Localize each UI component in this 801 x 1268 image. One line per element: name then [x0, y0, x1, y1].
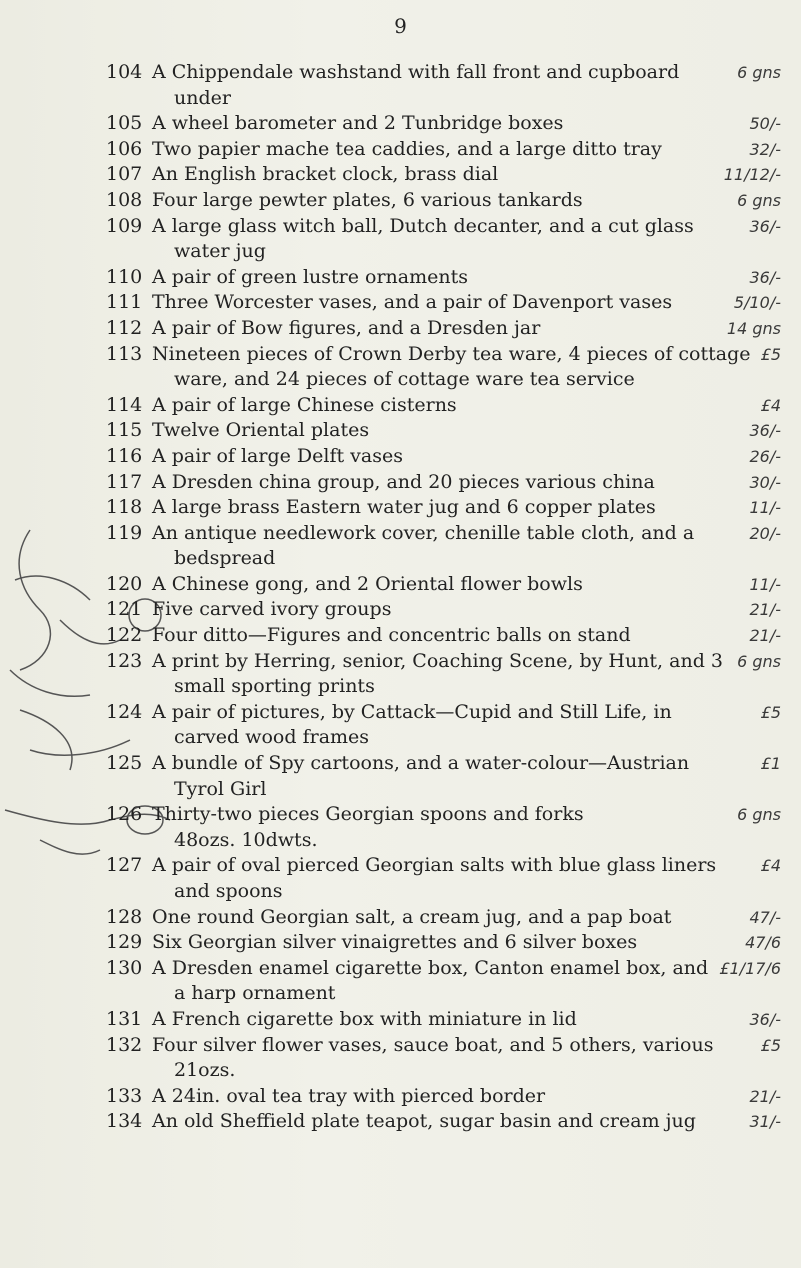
lot-description-line: A pair of green lustre ornaments	[152, 265, 469, 288]
lot-row	[0, 1084, 801, 1110]
lot-number: 112	[106, 316, 143, 339]
lot-description	[152, 623, 792, 649]
lot-description-line: Five carved ivory groups	[152, 598, 392, 621]
lot-description	[152, 188, 792, 214]
lot-description-line: A large glass witch ball, Dutch decanter, and a cut glass	[152, 214, 694, 237]
lot-row	[0, 316, 801, 342]
lot-row	[0, 470, 801, 496]
lot-number: 109	[106, 214, 143, 237]
lot-row	[0, 905, 801, 931]
lot-row	[0, 495, 801, 521]
lot-description-line: A large brass Eastern water jug and 6 copper plates	[152, 496, 656, 519]
lot-row	[0, 1007, 801, 1033]
lot-description-line: A Dresden china group, and 20 pieces various china	[152, 470, 655, 493]
lot-row	[0, 700, 801, 751]
lot-row	[0, 956, 801, 1007]
lot-description-line: A wheel barometer and 2 Tunbridge boxes	[152, 112, 564, 135]
lot-description-line: Twelve Oriental plates	[152, 419, 370, 442]
handwritten-price-note: 50/-	[749, 114, 781, 134]
lot-description	[152, 597, 792, 623]
lot-description-continuation: water jug	[174, 240, 266, 263]
lot-description-line: A pair of large Delft vases	[152, 444, 403, 467]
lot-description	[152, 1109, 792, 1135]
lot-number: 130	[106, 956, 143, 979]
handwritten-price-note: £5	[760, 1035, 781, 1055]
lot-number: 107	[106, 163, 143, 186]
lot-number: 127	[106, 854, 143, 877]
handwritten-price-note: 20/-	[749, 523, 781, 543]
lot-description-line: A Dresden enamel cigarette box, Canton enamel box, and	[152, 956, 709, 979]
handwritten-price-note: £5	[760, 344, 781, 364]
lot-description	[152, 1007, 792, 1033]
lot-description-line: A Chippendale washstand with fall front and cupboard	[152, 61, 680, 83]
lot-description-line: A pair of oval pierced Georgian salts with blue glass liners	[152, 854, 717, 877]
lot-number: 118	[106, 496, 143, 519]
lot-description-continuation: bedspread	[174, 547, 276, 570]
lot-description	[152, 802, 792, 853]
lot-description	[152, 700, 792, 751]
lot-description-line: A pair of large Chinese cisterns	[152, 393, 457, 416]
lot-number: 113	[106, 342, 143, 365]
handwritten-price-note: £5	[760, 702, 781, 722]
lot-number: 123	[106, 649, 143, 672]
lot-description-continuation: and spoons	[174, 880, 283, 902]
lot-description-continuation: ware, and 24 pieces of cottage ware tea service	[174, 368, 635, 391]
handwritten-price-note: 26/-	[749, 446, 781, 466]
lot-number: 105	[106, 112, 143, 135]
lot-description-line: A pair of Bow figures, and a Dresden jar	[152, 316, 541, 339]
lot-row	[0, 802, 801, 853]
lot-row	[0, 623, 801, 649]
lot-number: 125	[106, 752, 143, 775]
lot-description-continuation: 21ozs.	[174, 1059, 236, 1082]
lot-number: 121	[106, 598, 143, 621]
lot-description-line: Six Georgian silver vinaigrettes and 6 silver boxes	[152, 931, 638, 954]
handwritten-price-note: 11/12/-	[723, 165, 781, 185]
lot-description-line: Four ditto—Figures and concentric balls on stand	[152, 624, 631, 647]
lot-row	[0, 418, 801, 444]
lot-row	[0, 342, 801, 393]
lot-description-line: Two papier mache tea caddies, and a large ditto tray	[152, 137, 662, 160]
handwritten-price-note: 14 gns	[726, 318, 781, 338]
lot-description	[152, 265, 792, 291]
handwritten-price-note: 6 gns	[737, 190, 781, 210]
lot-description	[152, 290, 792, 316]
lot-number: 110	[106, 265, 143, 288]
lot-description-line: A bundle of Spy cartoons, and a water-colour—Austrian	[152, 752, 690, 775]
handwritten-price-note: 6 gns	[737, 63, 781, 82]
lot-description-line: A pair of pictures, by Cattack—Cupid and Still Life, in	[152, 700, 672, 723]
lot-row	[0, 162, 801, 188]
lot-description-line: Four large pewter plates, 6 various tankards	[152, 188, 583, 211]
handwritten-price-note: £4	[760, 856, 781, 876]
lot-number: 134	[106, 1110, 143, 1133]
handwritten-price-note: £1/17/6	[719, 958, 781, 978]
lot-description	[152, 751, 792, 802]
lot-row	[0, 597, 801, 623]
lot-row	[0, 265, 801, 291]
handwritten-price-note: 47/-	[749, 907, 781, 927]
lot-row	[0, 751, 801, 802]
lot-description-continuation: Tyrol Girl	[174, 777, 267, 800]
lot-description	[152, 572, 792, 598]
lot-number: 106	[106, 137, 143, 160]
lot-description-line: A 24in. oval tea tray with pierced border	[152, 1084, 546, 1107]
lot-row	[0, 290, 801, 316]
lot-list	[0, 60, 801, 1135]
lot-description	[152, 342, 792, 393]
lot-number: 116	[106, 444, 143, 467]
lot-description	[152, 214, 792, 265]
lot-row	[0, 521, 801, 572]
lot-description-continuation: a harp ornament	[174, 982, 336, 1005]
handwritten-price-note: 47/6	[745, 933, 781, 953]
lot-description-line: Three Worcester vases, and a pair of Davenport vases	[152, 291, 673, 314]
lot-description-line: A Chinese gong, and 2 Oriental flower bowls	[152, 572, 583, 595]
lot-number: 120	[106, 572, 143, 595]
lot-number: 119	[106, 521, 143, 544]
lot-description	[152, 470, 792, 496]
lot-description	[152, 111, 792, 137]
lot-description	[152, 1084, 792, 1110]
lot-number: 108	[106, 188, 143, 211]
lot-description-continuation: small sporting prints	[174, 675, 375, 698]
handwritten-price-note: 11/-	[749, 574, 781, 594]
lot-row	[0, 137, 801, 163]
lot-number: 133	[106, 1084, 143, 1107]
lot-description	[152, 521, 792, 572]
lot-description	[152, 162, 792, 188]
lot-number: 115	[106, 419, 143, 442]
lot-description-line: Four silver flower vases, sauce boat, and 5 others, various	[152, 1033, 714, 1056]
lot-row	[0, 1109, 801, 1135]
lot-description	[152, 444, 792, 470]
lot-number: 132	[106, 1033, 143, 1056]
handwritten-price-note: 30/-	[749, 472, 781, 492]
handwritten-price-note: 36/-	[749, 267, 781, 287]
lot-number: 104	[106, 61, 143, 83]
handwritten-price-note: 31/-	[749, 1112, 781, 1132]
handwritten-price-note: 36/-	[749, 216, 781, 236]
lot-number: 122	[106, 624, 143, 647]
lot-description-line: An old Sheffield plate teapot, sugar basin and cream jug	[152, 1110, 696, 1133]
lot-description	[152, 137, 792, 163]
handwritten-price-note: 36/-	[749, 421, 781, 441]
lot-description-continuation: carved wood frames	[174, 726, 370, 749]
handwritten-price-note: 21/-	[749, 1086, 781, 1106]
page-number: 9	[394, 14, 407, 38]
handwritten-price-note: £4	[760, 395, 781, 415]
lot-description	[152, 905, 792, 931]
lot-number: 124	[106, 700, 143, 723]
lot-description-line: An antique needlework cover, chenille table cloth, and a	[152, 521, 695, 544]
handwritten-price-note: 5/10/-	[733, 293, 781, 313]
lot-row	[0, 111, 801, 137]
lot-description-line: An English bracket clock, brass dial	[152, 163, 499, 186]
handwritten-price-note: 32/-	[749, 139, 781, 159]
lot-row	[0, 60, 801, 111]
lot-description-continuation: 48ozs. 10dwts.	[174, 828, 318, 851]
lot-number: 129	[106, 931, 143, 954]
lot-description	[152, 853, 792, 904]
lot-description	[152, 60, 792, 111]
lot-row	[0, 853, 801, 904]
lot-description	[152, 393, 792, 419]
lot-row	[0, 930, 801, 956]
lot-row	[0, 188, 801, 214]
lot-description-line: Thirty-two pieces Georgian spoons and forks	[152, 803, 584, 826]
lot-description-line: A print by Herring, senior, Coaching Scene, by Hunt, and 3	[152, 649, 723, 672]
lot-description	[152, 495, 792, 521]
handwritten-price-note: 6 gns	[737, 651, 781, 671]
lot-row	[0, 214, 801, 265]
lot-description-line: One round Georgian salt, a cream jug, and a pap boat	[152, 905, 672, 928]
lot-description	[152, 930, 792, 956]
lot-description	[152, 1033, 792, 1084]
lot-description	[152, 649, 792, 700]
handwritten-price-note: 36/-	[749, 1009, 781, 1029]
lot-description-continuation: under	[174, 86, 231, 109]
lot-row	[0, 572, 801, 598]
lot-description-line: A French cigarette box with miniature in lid	[152, 1007, 577, 1030]
handwritten-price-note: 21/-	[749, 626, 781, 646]
lot-description	[152, 418, 792, 444]
lot-description	[152, 316, 792, 342]
lot-row	[0, 649, 801, 700]
handwritten-price-note: 6 gns	[737, 805, 781, 825]
lot-row	[0, 1033, 801, 1084]
lot-number: 131	[106, 1007, 143, 1030]
lot-row	[0, 444, 801, 470]
handwritten-price-note: £1	[760, 754, 781, 774]
lot-description	[152, 956, 792, 1007]
lot-number: 117	[106, 470, 143, 493]
handwritten-price-note: 11/-	[749, 498, 781, 518]
lot-number: 111	[106, 291, 143, 314]
lot-number: 126	[106, 803, 143, 826]
lot-description-line: Nineteen pieces of Crown Derby tea ware, 4 pieces of cottage	[152, 342, 751, 365]
lot-number: 114	[106, 393, 143, 416]
handwritten-price-note: 21/-	[749, 600, 781, 620]
lot-number: 128	[106, 905, 143, 928]
lot-row	[0, 393, 801, 419]
